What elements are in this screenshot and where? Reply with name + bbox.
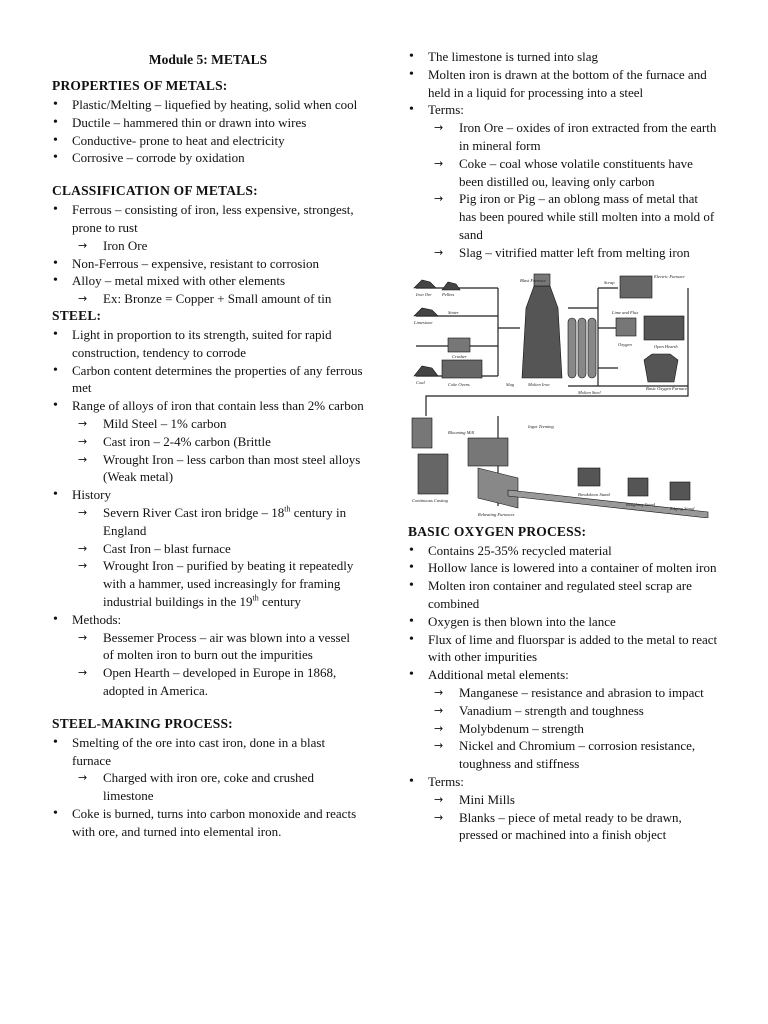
blooming-mill xyxy=(468,438,508,466)
diagram-label: Lime and Flux xyxy=(612,309,639,315)
history-text-a: Severn River Cast iron bridge – 18 xyxy=(103,504,285,520)
sub-list-item: → Ex: Bronze = Copper + Small amount of tin xyxy=(52,290,364,308)
page-title: Module 5: METALS xyxy=(148,52,268,67)
sub-list-item: → Mini Mills xyxy=(408,791,718,809)
list-item: • Terms: xyxy=(408,101,718,119)
bop-heading: BASIC OXYGEN PROCESS: xyxy=(408,523,587,539)
reheating-furnaces xyxy=(478,468,518,508)
superscript: th xyxy=(284,504,291,514)
list-item: • The limestone is turned into slag xyxy=(408,48,718,66)
edging-stand xyxy=(670,482,690,500)
basic-oxygen-furnace xyxy=(644,354,678,382)
sub-list-item: → Nickel and Chromium – corrosion resistance, toughness and stiffness xyxy=(408,737,718,773)
steelmaking-list-right xyxy=(408,48,718,262)
list-item: • Methods: xyxy=(52,611,364,629)
list-item: • Light in proportion to its strength, suited for rapid construction, tendency to corrode xyxy=(52,326,364,362)
list-item: • Hollow lance is lowered into a container of molten iron xyxy=(408,559,718,577)
sub-list-item: → Open Hearth – developed in Europe in 1868, adopted in America. xyxy=(52,664,364,700)
diagram-label: Coke Ovens xyxy=(448,381,470,387)
stove xyxy=(568,318,576,378)
sub-list-item: → Charged with iron ore, coke and crushed limestone xyxy=(52,769,364,805)
list-item: • Non-Ferrous – expensive, resistant to corrosion xyxy=(52,255,364,273)
blast-furnace xyxy=(522,286,562,378)
breakdown-stand xyxy=(578,468,600,486)
diagram-label: Molten Iron xyxy=(528,381,550,387)
pellets-pile xyxy=(442,282,460,290)
list-item: • Molten iron is drawn at the bottom of the furnace and held in a liquid for processing into a steel xyxy=(408,66,718,102)
sub-list-item: → Vanadium – strength and toughness xyxy=(408,702,718,720)
history-text-b: century xyxy=(258,593,301,609)
sub-list-item: → Cast iron – 2-4% carbon (Brittle xyxy=(52,433,364,451)
roughing-stand xyxy=(628,478,648,496)
list-item: • History xyxy=(52,486,364,504)
coke-ovens xyxy=(442,360,482,378)
diagram-label: Ingot Teeming xyxy=(528,423,554,429)
diagram-label: Breakdown Stand xyxy=(578,491,610,497)
right-column xyxy=(408,48,718,844)
diagram-label: Continuous Casting xyxy=(412,497,448,503)
diagram-label: Edging Stand xyxy=(670,505,695,511)
classification-heading: CLASSIFICATION OF METALS: xyxy=(52,183,258,199)
left-column xyxy=(52,48,364,840)
sub-list-item: → Pig iron or Pig – an oblong mass of metal that has been poured while still molten into a mold of sand xyxy=(408,190,718,243)
steelmaking-heading: STEEL-MAKING PROCESS: xyxy=(52,715,233,731)
list-item: • Conductive- prone to heat and electricity xyxy=(52,132,364,150)
history-text-a: Wrought Iron – purified by beating it repeatedly with a hammer, used increasingly for framing industrial buildings in the 19 xyxy=(103,558,354,609)
ingot-teeming xyxy=(412,418,432,448)
list-item: • Terms: xyxy=(408,773,718,791)
stove xyxy=(588,318,596,378)
diagram-label: Crusher xyxy=(452,353,467,359)
list-item: • Ferrous – consisting of iron, less expensive, strongest, prone to rust xyxy=(52,201,364,237)
diagram-label: Slag xyxy=(506,381,515,387)
diagram-label: Molten Steel xyxy=(578,389,601,395)
sub-list-item: → Iron Ore xyxy=(52,237,364,255)
steel-heading: STEEL: xyxy=(52,307,102,323)
bop-list xyxy=(408,542,718,845)
crusher xyxy=(448,338,470,352)
superscript: th xyxy=(252,593,259,603)
diagram-label: Basic Oxygen Furnace xyxy=(646,385,688,391)
sub-list-item xyxy=(52,504,364,540)
sub-list-item: → Slag – vitrified matter left from melting iron xyxy=(408,244,718,262)
electric-furnace xyxy=(620,276,652,298)
list-item: • Corrosive – corrode by oxidation xyxy=(52,149,364,167)
steelmaking-list-left xyxy=(52,734,364,841)
list-item: • Smelting of the ore into cast iron, done in a blast furnace xyxy=(52,734,364,770)
list-item: • Flux of lime and fluorspar is added to the metal to react with other impurities xyxy=(408,631,718,667)
list-item: • Contains 25-35% recycled material xyxy=(408,542,718,560)
sub-list-item: → Cast Iron – blast furnace xyxy=(52,540,364,558)
properties-heading: PROPERTIES OF METALS: xyxy=(52,78,228,93)
diagram-label: Open Hearth xyxy=(654,343,678,349)
sub-list-item: → Coke – coal whose volatile constituents have been distilled ou, leaving only carbon xyxy=(408,155,718,191)
list-item: • Additional metal elements: xyxy=(408,666,718,684)
diagram-label: Roughing Stand xyxy=(626,501,655,507)
list-item: • Plastic/Melting – liquefied by heating, solid when cool xyxy=(52,96,364,114)
sub-list-item: → Mild Steel – 1% carbon xyxy=(52,415,364,433)
steel-list xyxy=(52,326,364,700)
list-item: • Ductile – hammered thin or drawn into wires xyxy=(52,114,364,132)
sub-list-item: → Blanks – piece of metal ready to be drawn, pressed or machined into a finish object xyxy=(408,809,718,845)
list-item: • Molten iron container and regulated steel scrap are combined xyxy=(408,577,718,613)
properties-list xyxy=(52,96,364,167)
classification-list xyxy=(52,201,364,308)
diagram-label: Oxygen xyxy=(618,341,632,347)
list-item: • Range of alloys of iron that contain less than 2% carbon xyxy=(52,397,364,415)
sub-list-item xyxy=(52,557,364,610)
sub-list-item: → Molybdenum – strength xyxy=(408,720,718,738)
steelmaking-process-diagram xyxy=(408,268,712,518)
diagram-label: Blooming Mill xyxy=(448,429,475,435)
history-text-b: century in England xyxy=(103,504,347,538)
list-item: • Carbon content determines the properties of any ferrous met xyxy=(52,362,364,398)
iron-ore-pile xyxy=(414,280,436,288)
coal-pile xyxy=(414,366,438,376)
sub-list-item: → Manganese – resistance and abrasion to impact xyxy=(408,684,718,702)
sub-list-item: → Wrought Iron – less carbon than most steel alloys (Weak metal) xyxy=(52,451,364,487)
diagram-label: Reheating Furnaces xyxy=(478,511,515,517)
sub-list-item: → Bessemer Process – air was blown into a vessel of molten iron to burn out the impurities xyxy=(52,629,364,665)
list-item: • Coke is burned, turns into carbon monoxide and reacts with ore, and turned into elemental iron. xyxy=(52,805,364,841)
diagram-label: Coal xyxy=(416,379,425,385)
lime-flux xyxy=(616,318,636,336)
continuous-casting xyxy=(418,454,448,494)
stove xyxy=(578,318,586,378)
list-item: • Alloy – metal mixed with other elements xyxy=(52,272,364,290)
diagram-label: Limestone xyxy=(414,319,433,325)
diagram-label: Scrap xyxy=(604,279,615,285)
open-hearth xyxy=(644,316,684,340)
diagram-label: Pellets xyxy=(442,291,455,297)
diagram-label: Sinter xyxy=(448,309,459,315)
limestone-pile xyxy=(414,308,438,316)
sub-list-item: → Iron Ore – oxides of iron extracted from the earth in mineral form xyxy=(408,119,718,155)
diagram-label: Blast Furnace xyxy=(520,277,546,283)
diagram-label: Iron Ore xyxy=(416,291,432,297)
diagram-label: Electric Furnace xyxy=(654,273,685,279)
list-item: • Oxygen is then blown into the lance xyxy=(408,613,718,631)
